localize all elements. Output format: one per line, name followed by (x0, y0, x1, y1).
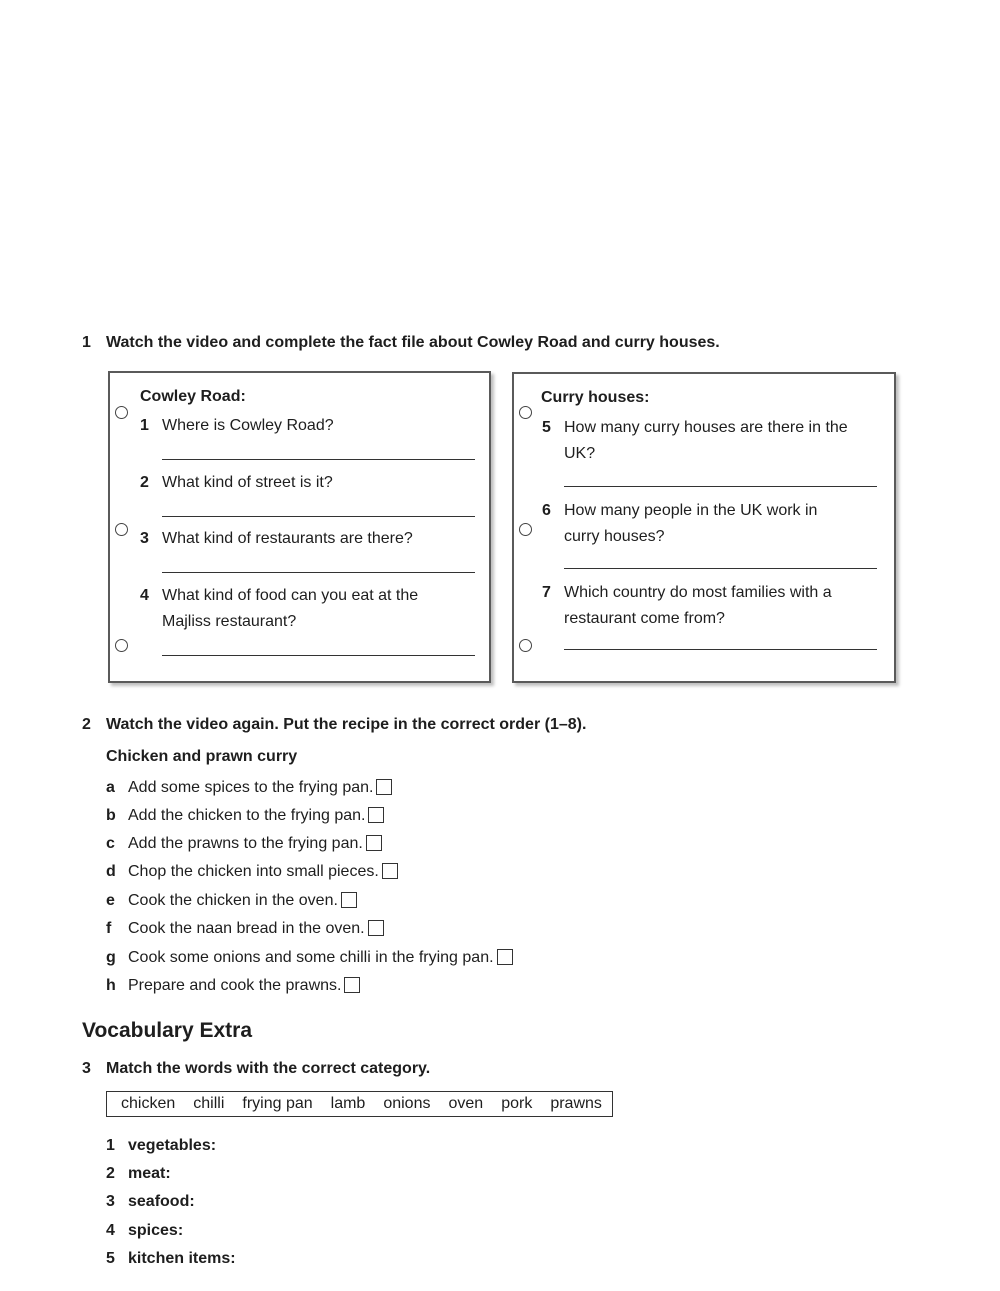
order-checkbox[interactable] (497, 949, 513, 965)
binder-hole-icon (519, 639, 532, 652)
order-checkbox[interactable] (344, 977, 360, 993)
order-checkbox[interactable] (376, 779, 392, 795)
binder-hole-icon (115, 406, 128, 419)
binder-hole-icon (115, 639, 128, 652)
recipe-step: g Cook some onions and some chilli in the frying pan. (106, 948, 513, 968)
question: 7 Which country do most families with a restaurant come from? (542, 584, 832, 627)
question: 2 What kind of street is it? (140, 474, 333, 491)
order-checkbox[interactable] (382, 863, 398, 879)
recipe-step: h Prepare and cook the prawns. (106, 976, 360, 996)
word-bank-item[interactable]: frying pan (242, 1095, 313, 1112)
answer-line[interactable] (162, 655, 475, 656)
recipe-step: f Cook the naan bread in the oven. (106, 919, 384, 939)
question: 3 What kind of restaurants are there? (140, 530, 413, 547)
answer-line[interactable] (564, 486, 877, 487)
order-checkbox[interactable] (341, 892, 357, 908)
binder-hole-icon (115, 523, 128, 536)
exercise-instruction: Match the words with the correct category. (106, 1060, 431, 1077)
word-bank-item[interactable]: chilli (193, 1095, 225, 1112)
question: 6 How many people in the UK work in curry houses? (542, 502, 818, 545)
word-bank-item[interactable]: lamb (330, 1095, 366, 1112)
order-checkbox[interactable] (366, 835, 382, 851)
exercise-instruction: Watch the video and complete the fact file about Cowley Road and curry houses. (106, 334, 720, 351)
recipe-title: Chicken and prawn curry (106, 748, 298, 765)
cowley-road-fact-box (108, 371, 491, 683)
exercise-3-heading (82, 1060, 431, 1078)
curry-houses-fact-box (512, 372, 896, 683)
answer-line[interactable] (162, 572, 475, 573)
category-item: 5 kitchen items: (106, 1250, 236, 1267)
word-bank-item[interactable]: onions (383, 1095, 431, 1112)
order-checkbox[interactable] (368, 920, 384, 936)
answer-line[interactable] (162, 459, 475, 460)
answer-line[interactable] (162, 516, 475, 517)
order-checkbox[interactable] (368, 807, 384, 823)
category-item: 3 seafood: (106, 1193, 195, 1210)
category-item: 4 spices: (106, 1222, 184, 1239)
binder-hole-icon (519, 523, 532, 536)
question: 1 Where is Cowley Road? (140, 417, 334, 434)
exercise-number: 2 (82, 716, 91, 733)
answer-line[interactable] (564, 568, 877, 569)
exercise-2-heading (82, 716, 587, 734)
recipe-step: d Chop the chicken into small pieces. (106, 862, 398, 882)
word-bank-item[interactable]: prawns (550, 1095, 602, 1112)
recipe-step: c Add the prawns to the frying pan. (106, 834, 382, 854)
answer-line[interactable] (564, 649, 877, 650)
binder-hole-icon (519, 406, 532, 419)
recipe-step: b Add the chicken to the frying pan. (106, 806, 384, 826)
exercise-number: 1 (82, 334, 91, 351)
question: 5 How many curry houses are there in the UK? (542, 419, 848, 462)
word-bank (106, 1091, 613, 1117)
word-bank-item[interactable]: chicken (121, 1095, 176, 1112)
category-item: 1 vegetables: (106, 1137, 217, 1154)
exercise-number: 3 (82, 1060, 91, 1077)
box-title: Curry houses: (541, 389, 650, 406)
recipe-step: e Cook the chicken in the oven. (106, 891, 357, 911)
word-bank-item[interactable]: pork (501, 1095, 533, 1112)
category-item: 2 meat: (106, 1165, 171, 1182)
recipe-step: a Add some spices to the frying pan. (106, 778, 392, 798)
word-bank-item[interactable]: oven (448, 1095, 484, 1112)
question: 4 What kind of food can you eat at the Majliss restaurant? (140, 587, 419, 630)
box-title: Cowley Road: (140, 388, 246, 405)
exercise-instruction: Watch the video again. Put the recipe in the correct order (1–8). (106, 716, 587, 733)
section-heading: Vocabulary Extra (82, 1019, 253, 1042)
exercise-1-heading (82, 334, 720, 352)
